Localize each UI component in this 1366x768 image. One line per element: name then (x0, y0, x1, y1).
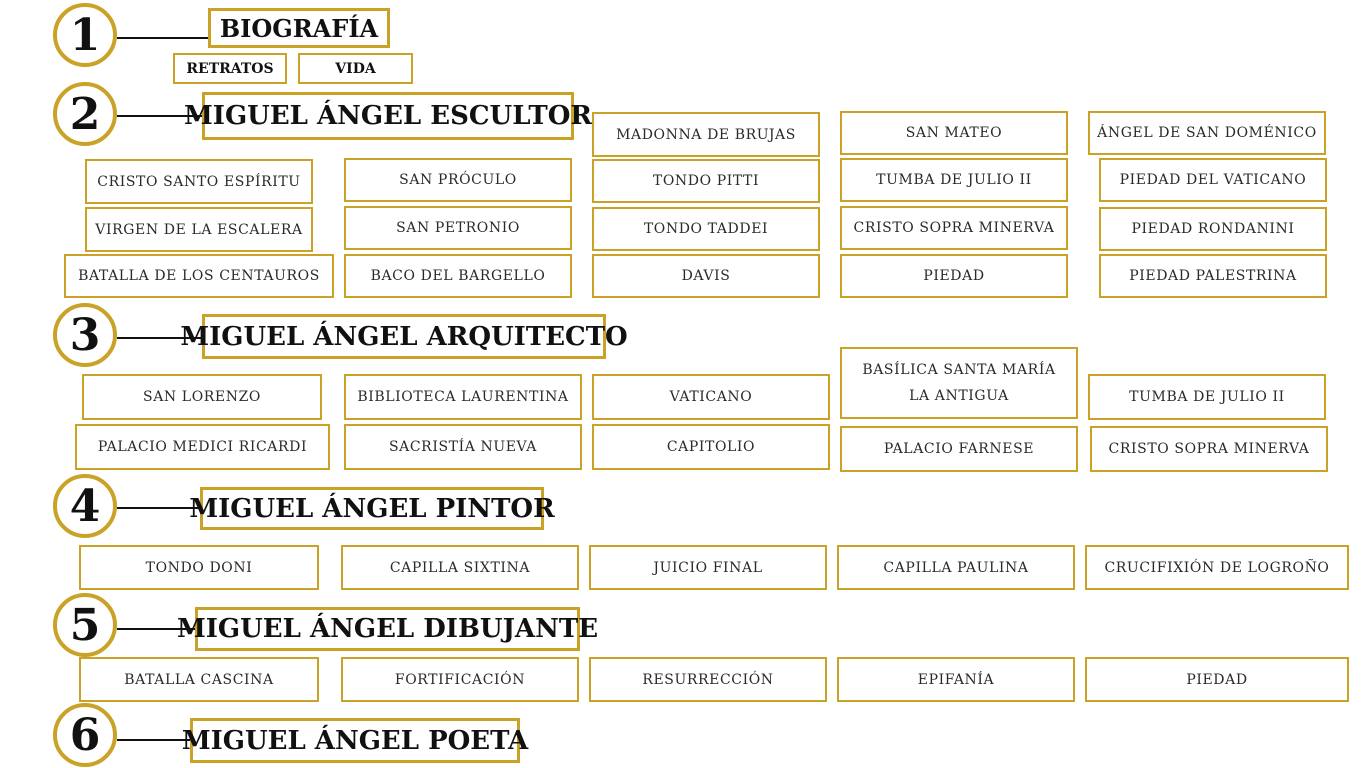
section-title-pintor[interactable]: MIGUEL ÁNGEL PINTOR (200, 487, 544, 530)
item-cristo-sopra-minerva[interactable]: CRISTO SOPRA MINERVA (840, 206, 1068, 250)
item-tumba-de-julio-ii[interactable]: TUMBA DE JULIO II (840, 158, 1068, 202)
section-number-3: 3 (53, 303, 117, 367)
item-san-lorenzo[interactable]: SAN LORENZO (82, 374, 322, 420)
item-tumba-de-julio-ii-arq[interactable]: TUMBA DE JULIO II (1088, 374, 1326, 420)
item-batalla-de-los-centauros[interactable]: BATALLA DE LOS CENTAUROS (64, 254, 334, 298)
section-title-arquitecto[interactable]: MIGUEL ÁNGEL ARQUITECTO (202, 314, 606, 359)
item-tondo-taddei[interactable]: TONDO TADDEI (592, 207, 820, 251)
item-epifania[interactable]: EPIFANÍA (837, 657, 1075, 702)
connector-line (117, 37, 209, 39)
item-cristo-sopra-minerva-arq[interactable]: CRISTO SOPRA MINERVA (1090, 426, 1328, 472)
item-san-mateo[interactable]: SAN MATEO (840, 111, 1068, 155)
item-tondo-doni[interactable]: TONDO DONI (79, 545, 319, 590)
item-davis[interactable]: DAVIS (592, 254, 820, 298)
item-piedad-dibujo[interactable]: PIEDAD (1085, 657, 1349, 702)
item-palacio-medici-ricardi[interactable]: PALACIO MEDICI RICARDI (75, 424, 330, 470)
item-batalla-cascina[interactable]: BATALLA CASCINA (79, 657, 319, 702)
item-resurreccion[interactable]: RESURRECCIÓN (589, 657, 827, 702)
item-baco-del-bargello[interactable]: BACO DEL BARGELLO (344, 254, 572, 298)
section-number-5: 5 (53, 593, 117, 657)
item-piedad-rondanini[interactable]: PIEDAD RONDANINI (1099, 207, 1327, 251)
section-number-1: 1 (53, 3, 117, 67)
item-piedad-del-vaticano[interactable]: PIEDAD DEL VATICANO (1099, 158, 1327, 202)
item-juicio-final[interactable]: JUICIO FINAL (589, 545, 827, 590)
item-tondo-pitti[interactable]: TONDO PITTI (592, 159, 820, 203)
item-virgen-de-la-escalera[interactable]: VIRGEN DE LA ESCALERA (85, 207, 313, 252)
item-cristo-santo-espiritu[interactable]: CRISTO SANTO ESPÍRITU (85, 159, 313, 204)
item-sacristia-nueva[interactable]: SACRISTÍA NUEVA (344, 424, 582, 470)
section-title-escultor[interactable]: MIGUEL ÁNGEL ESCULTOR (202, 92, 574, 140)
section-number-2: 2 (53, 82, 117, 146)
item-capilla-paulina[interactable]: CAPILLA PAULINA (837, 545, 1075, 590)
tab-retratos[interactable]: RETRATOS (173, 53, 287, 84)
section-number-4: 4 (53, 474, 117, 538)
section-title-biografia[interactable]: BIOGRAFÍA (208, 8, 390, 48)
item-madonna-de-brujas[interactable]: MADONNA DE BRUJAS (592, 112, 820, 157)
section-title-dibujante[interactable]: MIGUEL ÁNGEL DIBUJANTE (195, 607, 580, 651)
item-piedad[interactable]: PIEDAD (840, 254, 1068, 298)
item-fortificacion[interactable]: FORTIFICACIÓN (341, 657, 579, 702)
section-number-6: 6 (53, 703, 117, 767)
item-crucifixion-de-logrono[interactable]: CRUCIFIXIÓN DE LOGROÑO (1085, 545, 1349, 590)
item-biblioteca-laurentina[interactable]: BIBLIOTECA LAURENTINA (344, 374, 582, 420)
item-piedad-palestrina[interactable]: PIEDAD PALESTRINA (1099, 254, 1327, 298)
section-title-poeta[interactable]: MIGUEL ÁNGEL POETA (190, 718, 520, 763)
item-san-petronio[interactable]: SAN PETRONIO (344, 206, 572, 250)
item-palacio-farnese[interactable]: PALACIO FARNESE (840, 426, 1078, 472)
tab-vida[interactable]: VIDA (298, 53, 413, 84)
item-san-proculo[interactable]: SAN PRÓCULO (344, 158, 572, 202)
item-capilla-sixtina[interactable]: CAPILLA SIXTINA (341, 545, 579, 590)
item-basilica-santa-maria-la-antigua[interactable]: BASÍLICA SANTA MARÍA LA ANTIGUA (840, 347, 1078, 419)
item-vaticano[interactable]: VATICANO (592, 374, 830, 420)
item-angel-de-san-domenico[interactable]: ÁNGEL DE SAN DOMÉNICO (1088, 111, 1326, 155)
item-capitolio[interactable]: CAPITOLIO (592, 424, 830, 470)
